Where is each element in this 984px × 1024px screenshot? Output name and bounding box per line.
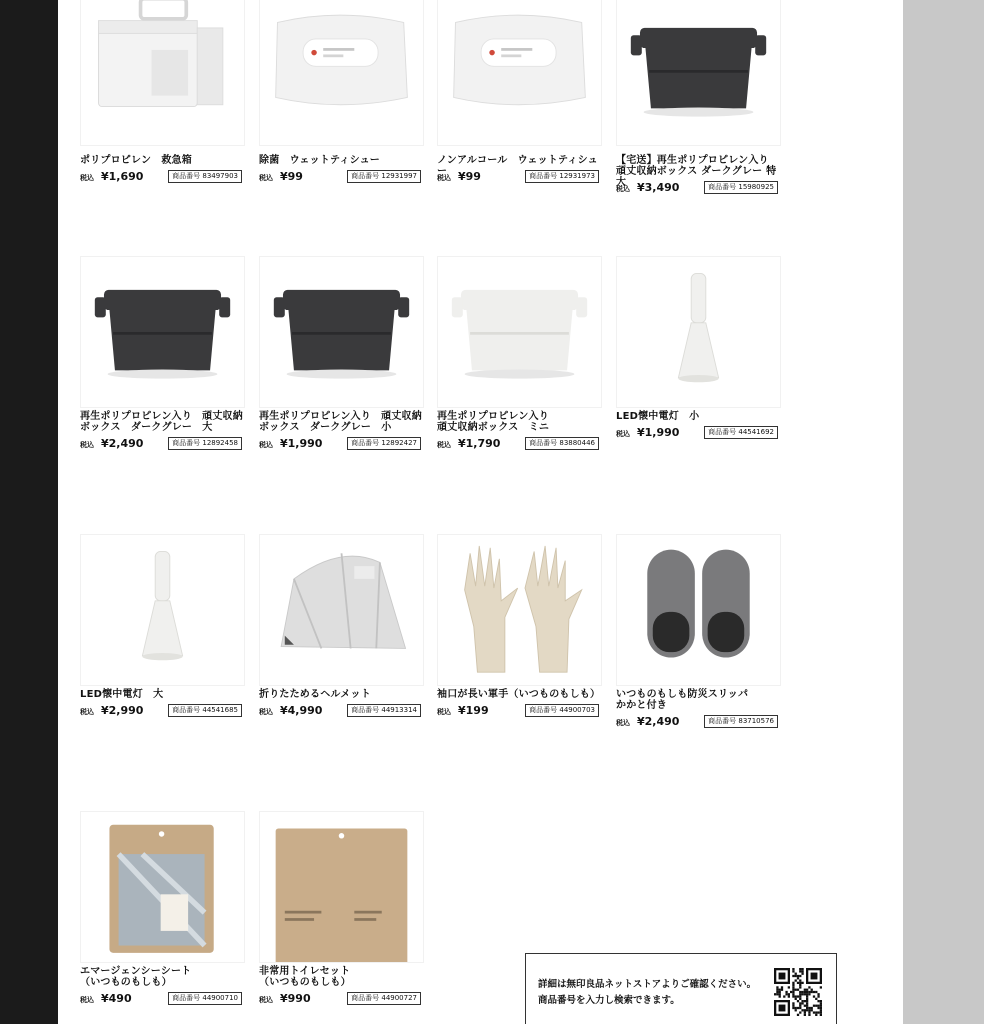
product-code: 商品番号 12931973 xyxy=(525,170,599,183)
product-price: ¥2,990 xyxy=(101,704,144,717)
product-meta xyxy=(437,170,599,184)
product-price: ¥3,490 xyxy=(637,181,680,194)
storage-box-icon xyxy=(80,256,245,408)
wet-tissue-icon xyxy=(437,0,602,146)
product-code: 商品番号 44913314 xyxy=(347,704,421,717)
product-name: 再生ポリプロピレン入り 頑丈収納ボックス ミニ xyxy=(437,411,550,433)
storage-box-icon xyxy=(616,0,781,146)
storage-box-icon xyxy=(437,256,602,408)
product-code: 商品番号 44900703 xyxy=(525,704,599,717)
product-meta xyxy=(80,992,242,1006)
tax-label: 税込 xyxy=(259,996,273,1004)
product-meta xyxy=(80,704,242,718)
info-text xyxy=(538,977,756,1009)
product-price: ¥990 xyxy=(280,992,311,1005)
product-code: 商品番号 15980925 xyxy=(704,181,778,194)
wet-tissue-icon xyxy=(259,0,424,146)
clear-box-icon xyxy=(80,0,245,146)
product-price: ¥490 xyxy=(101,992,132,1005)
product-price: ¥4,990 xyxy=(280,704,323,717)
product-meta xyxy=(616,715,778,729)
helmet-icon xyxy=(259,534,424,686)
product-meta xyxy=(437,437,599,451)
info-line-2: 商品番号を入力し検索できます。 xyxy=(538,995,680,1006)
tax-label: 税込 xyxy=(259,174,273,182)
product-meta xyxy=(259,170,421,184)
product-name: LED懐中電灯 大 xyxy=(80,689,164,700)
product-price: ¥1,990 xyxy=(637,426,680,439)
product-meta xyxy=(616,181,778,195)
product-name: ノンアルコール ウェットティシュー xyxy=(437,155,598,177)
product-code: 商品番号 44541692 xyxy=(704,426,778,439)
product-price: ¥2,490 xyxy=(101,437,144,450)
product-code: 商品番号 44541685 xyxy=(168,704,242,717)
emergency-sheet-icon xyxy=(80,811,245,963)
product-price: ¥2,490 xyxy=(637,715,680,728)
tax-label: 税込 xyxy=(616,185,630,193)
product-code: 商品番号 12931997 xyxy=(347,170,421,183)
tax-label: 税込 xyxy=(259,708,273,716)
product-name: LED懐中電灯 小 xyxy=(616,411,700,422)
viewer-left-bar xyxy=(0,0,58,1024)
toilet-set-icon xyxy=(259,811,424,963)
flashlight-icon xyxy=(616,256,781,408)
tax-label: 税込 xyxy=(80,441,94,449)
qr-code-icon[interactable] xyxy=(774,968,822,1016)
product-price: ¥1,990 xyxy=(280,437,323,450)
product-meta xyxy=(259,437,421,451)
flashlight-icon xyxy=(80,534,245,686)
slippers-icon xyxy=(616,534,781,686)
gloves-icon xyxy=(437,534,602,686)
product-code: 商品番号 83880446 xyxy=(525,437,599,450)
product-meta xyxy=(80,437,242,451)
product-name: 非常用トイレセット （いつものもしも） xyxy=(259,966,351,988)
product-meta xyxy=(616,426,778,440)
product-name: 再生ポリプロピレン入り 頑丈収納 ボックス ダークグレー 小 xyxy=(259,411,422,433)
tax-label: 税込 xyxy=(80,708,94,716)
storage-box-icon xyxy=(259,256,424,408)
product-price: ¥99 xyxy=(458,170,481,183)
tax-label: 税込 xyxy=(80,174,94,182)
tax-label: 税込 xyxy=(80,996,94,1004)
product-name: エマージェンシーシート （いつものもしも） xyxy=(80,966,192,988)
tax-label: 税込 xyxy=(437,441,451,449)
product-meta xyxy=(437,704,599,718)
tax-label: 税込 xyxy=(616,719,630,727)
product-name: 除菌 ウェットティシュー xyxy=(259,155,380,166)
tax-label: 税込 xyxy=(437,174,451,182)
product-name: ポリプロピレン 救急箱 xyxy=(80,155,192,166)
info-line-1: 詳細は無印良品ネットストアよりご確認ください。 xyxy=(538,979,757,990)
product-price: ¥1,790 xyxy=(458,437,501,450)
product-name: 再生ポリプロピレン入り 頑丈収納 ボックス ダークグレー 大 xyxy=(80,411,243,433)
product-meta xyxy=(80,170,242,184)
tax-label: 税込 xyxy=(259,441,273,449)
info-box xyxy=(525,953,837,1024)
product-price: ¥199 xyxy=(458,704,489,717)
product-meta xyxy=(259,704,421,718)
product-code: 商品番号 12892427 xyxy=(347,437,421,450)
product-price: ¥1,690 xyxy=(101,170,144,183)
product-name: 折りたためるヘルメット xyxy=(259,689,371,700)
product-code: 商品番号 83710576 xyxy=(704,715,778,728)
product-name: いつものもしも防災スリッパ かかと付き xyxy=(616,689,749,711)
product-price: ¥99 xyxy=(280,170,303,183)
tax-label: 税込 xyxy=(616,430,630,438)
tax-label: 税込 xyxy=(437,708,451,716)
viewer-right-bar xyxy=(903,0,984,1024)
catalog-page xyxy=(58,0,903,1024)
product-meta xyxy=(259,992,421,1006)
product-code: 商品番号 12892458 xyxy=(168,437,242,450)
product-code: 商品番号 44900710 xyxy=(168,992,242,1005)
product-code: 商品番号 83497903 xyxy=(168,170,242,183)
product-name: 袖口が長い軍手（いつものもしも） xyxy=(437,689,601,700)
product-name: 【宅送】再生ポリプロピレン入り 頑丈収納ボックス ダークグレー 特大 xyxy=(616,155,777,188)
product-code: 商品番号 44900727 xyxy=(347,992,421,1005)
